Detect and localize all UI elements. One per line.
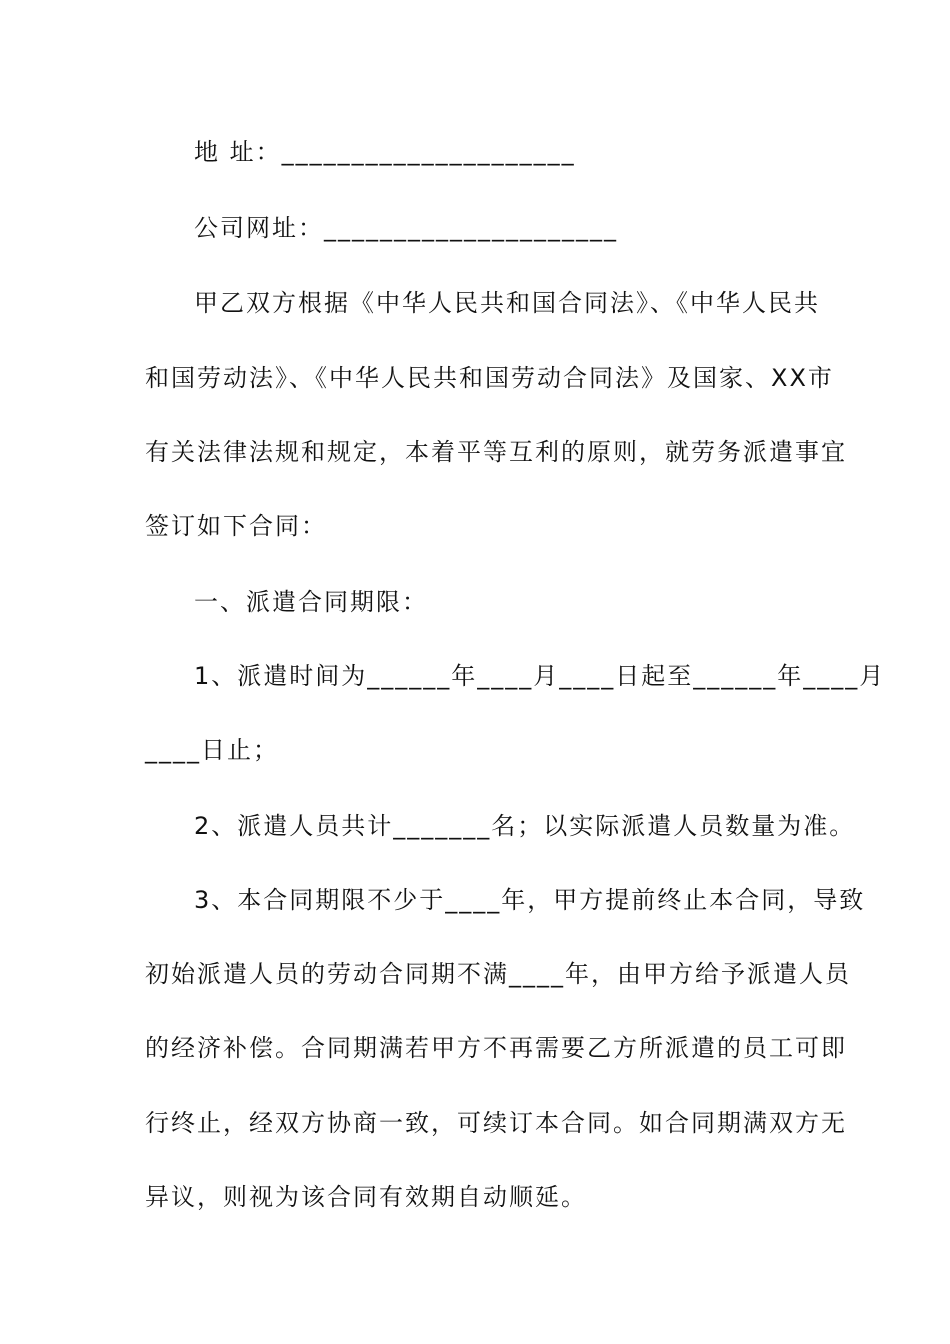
paragraph-line: 和国劳动法》、《中华人民共和国劳动合同法》及国家、XX市 bbox=[145, 364, 834, 392]
paragraph-line: 签订如下合同： bbox=[145, 512, 327, 540]
paragraph-line: 有关法律法规和规定，本着平等互利的原则，就劳务派遣事宜 bbox=[145, 438, 847, 466]
item-line: 2、派遣人员共计_______名；以实际派遣人员数量为准。 bbox=[194, 812, 856, 840]
item-line: 异议，则视为该合同有效期自动顺延。 bbox=[145, 1183, 587, 1211]
item-line: 行终止，经双方协商一致，可续订本合同。如合同期满双方无 bbox=[145, 1109, 847, 1137]
website-line: 公司网址：_____________________ bbox=[194, 214, 618, 242]
item-line: 3、本合同期限不少于____年，甲方提前终止本合同，导致 bbox=[194, 886, 866, 914]
item-line: 初始派遣人员的劳动合同期不满____年，由甲方给予派遣人员 bbox=[145, 960, 851, 988]
address-line: 地 址：_____________________ bbox=[194, 138, 576, 166]
item-line: 的经济补偿。合同期满若甲方不再需要乙方所派遣的员工可即 bbox=[145, 1034, 847, 1062]
paragraph-line: 甲乙双方根据《中华人民共和国合同法》、《中华人民共 bbox=[194, 289, 820, 317]
section-heading: 一、派遣合同期限： bbox=[194, 588, 428, 616]
item-line: ____日止； bbox=[145, 736, 279, 764]
item-line: 1、派遣时间为______年____月____日起至______年____月 bbox=[194, 662, 886, 690]
